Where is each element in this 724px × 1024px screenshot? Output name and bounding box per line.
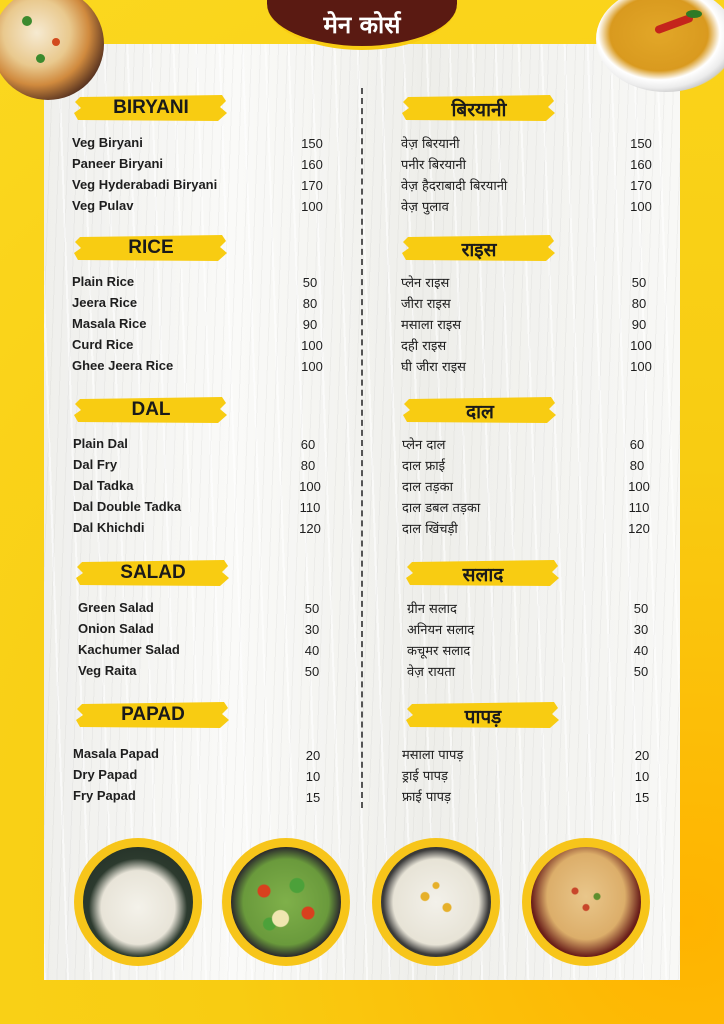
menu-item-name: Plain Rice (72, 274, 135, 289)
menu-item-price: 170 (630, 178, 652, 193)
menu-item-price: 10 (305, 769, 321, 784)
menu-item-name: वेज़ बिरयानी (401, 137, 460, 152)
section-heading: पापड़ (464, 706, 502, 728)
menu-item-name: पनीर बिरयानी (401, 158, 467, 173)
section-heading: SALAD (120, 562, 186, 583)
section-heading: DAL (131, 399, 171, 420)
section-banner (402, 233, 556, 263)
menu-item-price: 100 (630, 359, 652, 374)
menu-item-price: 160 (301, 157, 323, 172)
section-banner (76, 700, 230, 730)
menu-item-name: दाल फ्राई (402, 459, 445, 474)
menu-item-price: 100 (628, 479, 650, 494)
menu-item-name: Dry Papad (73, 767, 138, 782)
section-banner (402, 93, 556, 123)
menu-item-name: फ्राई पापड़ (402, 790, 451, 805)
menu-item-name: Veg Pulav (72, 198, 134, 213)
menu-item-name: दही राइस (401, 339, 447, 354)
menu-item-price: 100 (299, 479, 321, 494)
menu-item-price: 120 (299, 521, 321, 536)
menu-item-price: 80 (629, 458, 645, 473)
section-heading: सलाद (462, 564, 504, 586)
section-heading: PAPAD (121, 704, 185, 725)
section-heading: बिरयानी (451, 99, 507, 121)
menu-item-price: 100 (630, 199, 652, 214)
menu-item-price: 100 (301, 199, 323, 214)
menu-item-name: दाल डबल तड़का (402, 501, 481, 516)
menu-item-price: 90 (302, 317, 318, 332)
menu-item-price: 50 (633, 601, 649, 616)
menu-item-price: 40 (633, 643, 649, 658)
section-heading: RICE (128, 237, 174, 258)
menu-item-price: 20 (634, 748, 650, 763)
menu-item-price: 150 (301, 136, 323, 151)
menu-item-name: मसाला राइस (401, 318, 462, 333)
menu-item-name: घी जीरा राइस (401, 360, 466, 375)
menu-item-price: 40 (304, 643, 320, 658)
section-banner (74, 93, 228, 123)
menu-item-price: 80 (300, 458, 316, 473)
menu-item-name: Dal Double Tadka (73, 499, 182, 514)
menu-item-price: 160 (630, 157, 652, 172)
menu-item-price: 100 (630, 338, 652, 353)
menu-item-price: 30 (633, 622, 649, 637)
menu-item-name: Onion Salad (78, 621, 154, 636)
menu-item-name: Curd Rice (72, 337, 134, 352)
menu-item-price: 110 (628, 500, 650, 515)
menu-item-price: 170 (301, 178, 323, 193)
section-heading: राइस (461, 239, 497, 261)
masala-papad-photo (522, 838, 650, 966)
menu-item-price: 110 (299, 500, 321, 515)
menu-item-price: 50 (633, 664, 649, 679)
menu-item-name: Veg Biryani (72, 135, 143, 150)
section-banner (403, 395, 557, 425)
section-heading: BIRYANI (113, 97, 189, 118)
menu-item-price: 15 (305, 790, 321, 805)
section-banner (406, 558, 560, 588)
menu-item-name: प्लेन राइस (401, 276, 450, 291)
menu-item-name: मसाला पापड़ (402, 748, 464, 763)
menu-item-name: प्लेन दाल (402, 438, 446, 453)
menu-item-price: 50 (304, 664, 320, 679)
menu-item-name: अनियन सलाद (407, 623, 475, 638)
menu-item-price: 50 (304, 601, 320, 616)
menu-item-name: Kachumer Salad (78, 642, 180, 657)
salad-bowl-photo (222, 838, 350, 966)
rice-plate-photo (74, 838, 202, 966)
menu-item-price: 60 (629, 437, 645, 452)
menu-item-name: Green Salad (78, 600, 154, 615)
menu-item-name: ड्राई पापड़ (402, 769, 448, 784)
menu-item-name: वेज़ पुलाव (401, 200, 449, 215)
menu-item-name: जीरा राइस (401, 297, 451, 312)
menu-item-price: 80 (631, 296, 647, 311)
menu-item-name: Dal Fry (73, 457, 118, 472)
menu-item-price: 80 (302, 296, 318, 311)
column-divider (361, 88, 363, 808)
menu-item-price: 50 (631, 275, 647, 290)
menu-item-price: 15 (634, 790, 650, 805)
section-banner (406, 700, 560, 730)
menu-item-name: Paneer Biryani (72, 156, 164, 171)
section-banner (76, 558, 230, 588)
page-title: मेन कोर्स (323, 11, 401, 39)
menu-item-name: Ghee Jeera Rice (72, 358, 174, 373)
menu-item-name: वेज़ हैदराबादी बिरयानी (401, 179, 508, 194)
menu-item-price: 20 (305, 748, 321, 763)
menu-item-price: 100 (301, 359, 323, 374)
section-heading: दाल (466, 401, 494, 423)
menu-item-name: कचूमर सलाद (407, 644, 471, 659)
menu-item-name: Masala Papad (73, 746, 159, 761)
menu-item-price: 30 (304, 622, 320, 637)
menu-item-name: Dal Khichdi (73, 520, 145, 535)
menu-item-price: 10 (634, 769, 650, 784)
menu-item-name: दाल तड़का (402, 480, 453, 495)
menu-item-name: दाल खिंचड़ी (402, 522, 458, 537)
menu-item-name: Jeera Rice (72, 295, 138, 310)
section-banner (74, 395, 228, 425)
menu-item-price: 50 (302, 275, 318, 290)
menu-item-name: Veg Hyderabadi Biryani (72, 177, 218, 192)
menu-item-name: Masala Rice (72, 316, 147, 331)
menu-item-name: ग्रीन सलाद (407, 602, 457, 617)
raita-bowl-photo (372, 838, 500, 966)
menu-item-name: वेज़ रायता (407, 665, 456, 680)
menu-item-name: Fry Papad (73, 788, 136, 803)
menu-item-price: 60 (300, 437, 316, 452)
section-banner (74, 233, 228, 263)
menu-item-name: Plain Dal (73, 436, 128, 451)
menu-item-name: Veg Raita (78, 663, 137, 678)
menu-item-price: 120 (628, 521, 650, 536)
menu-item-price: 90 (631, 317, 647, 332)
menu-item-price: 100 (301, 338, 323, 353)
menu-item-price: 150 (630, 136, 652, 151)
menu-item-name: Dal Tadka (73, 478, 134, 493)
